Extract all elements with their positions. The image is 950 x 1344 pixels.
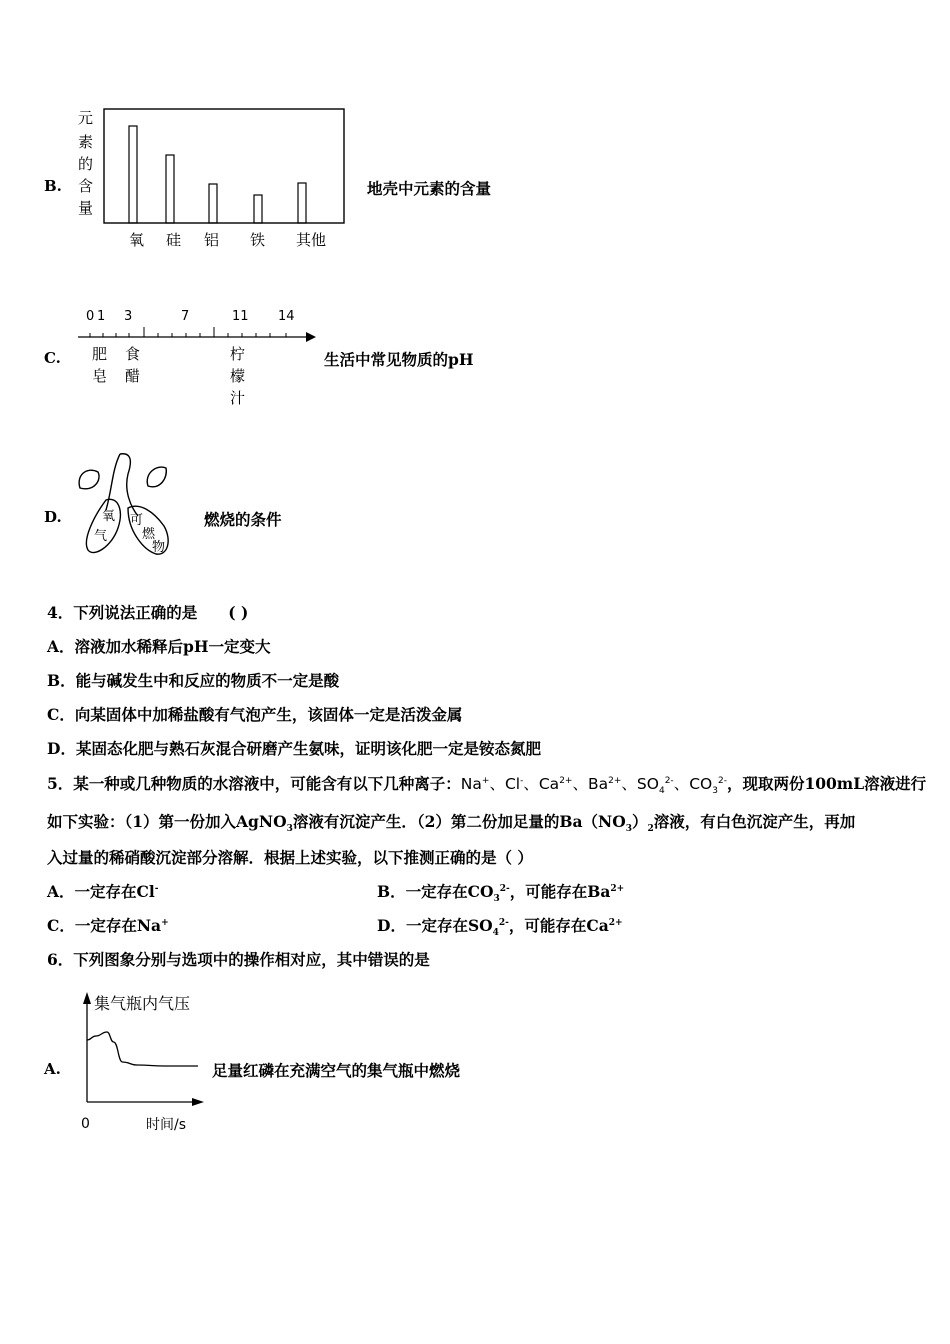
crust-category-label: 铁 — [250, 231, 266, 249]
crust-bar-other — [298, 183, 306, 223]
blob-fuel-text: 物 — [152, 540, 166, 555]
ph-item-lemon: 汁 — [230, 389, 246, 407]
blob-fuel-text: 燃 — [142, 527, 156, 542]
ph-item-lemon: 檬 — [230, 367, 246, 385]
q5-stem-start: 5．某一种或几种物质的水溶液中，可能含有以下几种离子： — [47, 774, 461, 793]
q4-stem: 4．下列说法正确的是 ( ) — [47, 603, 249, 622]
crust-bar-silicon — [166, 155, 174, 223]
crust-element-chart — [70, 105, 350, 255]
q5-option-a: A．一定存在Cl- — [47, 882, 159, 901]
q5-line-1 — [47, 774, 927, 797]
option-c-caption: 生活中常见物质的pH — [324, 350, 474, 369]
ph-ticks — [90, 327, 286, 337]
q4-option-b: B．能与碱发生中和反应的物质不一定是酸 — [47, 671, 340, 690]
blob-fuel-text: 可 — [130, 513, 144, 528]
q6-option-a-label: A. — [44, 1060, 61, 1078]
flame-drop-left — [79, 470, 99, 489]
option-d-label: D. — [44, 508, 62, 526]
pressure-origin-label: 0 — [81, 1116, 90, 1132]
ph-item-lemon: 柠 — [230, 345, 246, 363]
q5-line-2: 如下实验：（1）第一份加入AgNO$_3$溶液有沉淀产生．（2）第二份加足量的$Ba(NO_3)_2$溶液，有白色沉淀产生，再加 — [47, 812, 856, 835]
blob-oxygen-text: 气 — [94, 529, 108, 544]
ph-item-soap: 肥 — [92, 345, 108, 363]
crust-category-label: 硅 — [166, 231, 182, 249]
crust-ylabel-char: 量 — [78, 199, 94, 217]
crust-category-label: 其他 — [296, 231, 327, 249]
pressure-chart — [76, 990, 211, 1140]
ph-item-soap: 皂 — [92, 367, 108, 385]
crust-chart-frame — [104, 109, 344, 223]
q4-option-c: C．向某固体中加稀盐酸有气泡产生，该固体一定是活泼金属 — [47, 705, 463, 724]
q4-option-a: A．溶液加水稀释后pH一定变大 — [47, 637, 271, 656]
crust-bar-aluminum — [209, 184, 217, 223]
flame-drop-right — [147, 467, 166, 487]
ph-tick-label: 0 — [86, 309, 95, 324]
ph-tick-label: 1 — [97, 309, 106, 324]
crust-bar-oxygen — [129, 126, 137, 223]
ph-item-vinegar: 醋 — [125, 367, 141, 385]
crust-category-label: 氧 — [129, 231, 145, 249]
crust-ylabel-char: 素 — [78, 133, 94, 151]
pressure-x-arrow — [192, 1098, 204, 1106]
crust-ylabel — [78, 109, 93, 217]
option-c-label: C. — [44, 349, 61, 367]
pressure-y-label: 集气瓶内气压 — [94, 994, 191, 1013]
pressure-x-label: 时间/s — [146, 1117, 187, 1133]
q5-option-b: B．一定存在$CO_3^{2-}$，可能存在$Ba^{2+}$ — [377, 882, 625, 905]
ph-tick-label: 11 — [232, 309, 249, 324]
ph-scale — [70, 305, 330, 415]
ph-tick-label: 3 — [124, 309, 133, 324]
q5-ion-list: Na+、Cl-、$Ca^{2+}$、$Ba^{2+}$、$SO_4^{2-}$、$CO_3^{2-}$ — [460, 775, 727, 797]
crust-ylabel-char: 元 — [78, 109, 94, 127]
crust-ylabel-char: 含 — [78, 177, 94, 195]
q5-option-d: D．一定存在$SO_4^{2-}$，可能存在$Ca^{2+}$ — [377, 916, 623, 939]
ph-tick-label: 7 — [181, 309, 190, 324]
q5-option-c: C．一定存在Na+ — [47, 916, 169, 935]
blob-oxygen-text: 氧 — [102, 509, 116, 524]
blob-oxygen — [86, 499, 120, 552]
q5-stem-end: ，现取两份100mL溶液进行 — [726, 774, 927, 793]
crust-ylabel-char: 的 — [78, 155, 94, 173]
crust-category-label: 铝 — [204, 231, 220, 249]
q6-stem: 6．下列图象分别与选项中的操作相对应，其中错误的是 — [47, 950, 430, 969]
option-b-caption: 地壳中元素的含量 — [367, 179, 492, 198]
crust-bar-iron — [254, 195, 262, 223]
ph-item-vinegar: 食 — [125, 345, 141, 363]
pressure-series-line — [87, 1032, 198, 1066]
combustion-illustration — [72, 450, 182, 562]
ph-tick-label: 14 — [278, 309, 295, 324]
option-d-caption: 燃烧的条件 — [204, 510, 282, 529]
q6-option-a-caption: 足量红磷在充满空气的集气瓶中燃烧 — [212, 1061, 461, 1080]
q5-line-3: 入过量的稀硝酸沉淀部分溶解．根据上述实验，以下推测正确的是（ ） — [47, 848, 533, 867]
option-b-label: B. — [44, 177, 62, 195]
q4-option-d: D．某固态化肥与熟石灰混合研磨产生氨味，证明该化肥一定是铵态氮肥 — [47, 739, 541, 758]
ph-axis-arrow — [306, 332, 316, 342]
pressure-y-arrow — [83, 992, 91, 1004]
